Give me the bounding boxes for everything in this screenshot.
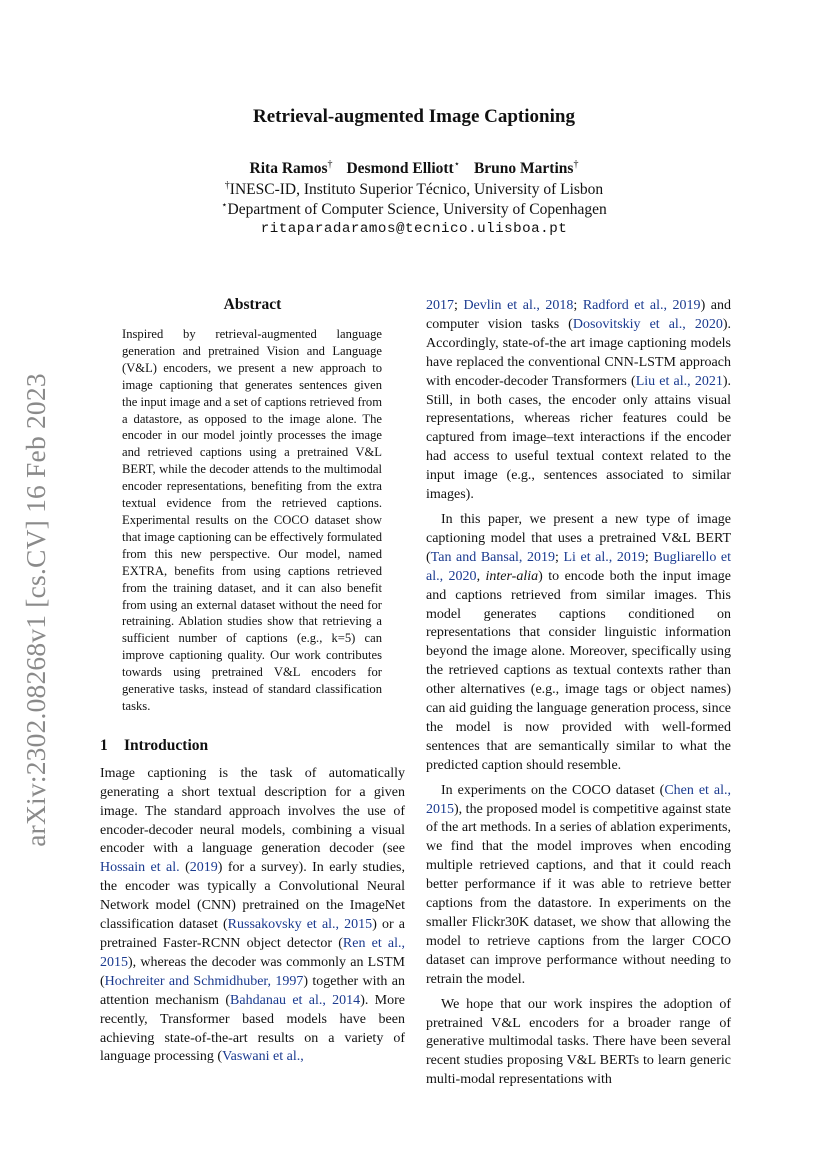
abstract-heading: Abstract [223, 296, 282, 313]
citation-link[interactable]: Ren et al., 2015 [100, 936, 405, 970]
abstract-text [122, 326, 382, 715]
model-name: EXTRA [122, 563, 164, 578]
right-column [426, 297, 731, 1090]
citation-link[interactable]: Russakovsky et al., 2015 [227, 917, 373, 933]
author-list [100, 160, 728, 178]
author-mark: † [327, 158, 333, 170]
citation-link[interactable]: Bugliarello et al., 2020 [426, 549, 732, 584]
author-name: Rita Ramos [249, 160, 328, 177]
left-column [100, 296, 405, 1067]
arxiv-stamp [20, 365, 52, 855]
citation-link[interactable]: 2017 [426, 298, 454, 313]
affiliation-text: Department of Computer Science, University of Copenhagen [227, 201, 607, 218]
citation-link[interactable]: Chen et al., 2015 [426, 782, 731, 817]
arxiv-identifier: arXiv:2302.08268v1 [cs.CV] 16 Feb 2023 [20, 373, 51, 847]
author-name: Desmond Elliott [346, 160, 454, 177]
citation-link[interactable]: Li et al., 2019 [563, 549, 645, 565]
citation-link[interactable]: 2019 [189, 860, 218, 876]
intro-paragraph: In this paper, we present a new type of image captioning model that uses a pretrained V&L BERT (Tan and Bansal, 2019; Li et al., 2019; Bugliarello et al., 2020, inter-alia) to encode both the input image and captions retrieved from similar images. This model generates captions conditioned on representations that consider linguistic information beyond the image alone. Moreover, specifically using the retrieved captions as textual contexts rather than other alternatives (e.g., image tags or object names) can aid guiding the language generation process, since the model is now provided with well-formed sentences that are semantically similar to what the predicted caption should resemble. [426, 511, 732, 773]
intro-paragraph: In experiments on the COCO dataset (Chen et al., 2015), the proposed model is competitive against state of the art methods. In a series of ablation experiments, we find that the model improves when encoding multiple retrieved captions, and that it could reach better performance if it was able to retrieve better captions from the datastore. In experiments on the smaller Flickr30K dataset, we show that allowing the model to retrieve captions from the larger COCO dataset can improve performance without needing to retrain the model. [426, 782, 731, 987]
section-heading [100, 737, 405, 755]
affiliation [100, 181, 728, 199]
abstract-text-before: Inspired by retrieval-augmented language generation and pretrained Vision and Language (V&L) encoders, we present a new approach to image captioning that generates sentences given the input image and a set of captions retrieved from a datastore, as opposed to the image alone. The encoder in our model jointly processes the image and retrieved captions using a pretrained V&L BERT, while the decoder attends to the multimodal encoder representations, benefiting from the extra textual evidence from the retrieved captions. Experimental results on the COCO dataset show that image captioning can be effectively formulated from this new perspective. Our model, named [122, 327, 382, 561]
citation-link[interactable]: Hossain et al. [100, 860, 180, 876]
paper-title: Retrieval-augmented Image Captioning [253, 106, 575, 127]
citation-link[interactable]: Hochreiter and Schmidhuber, 1997 [104, 973, 304, 989]
affiliation-mark: ⋆ [221, 199, 228, 211]
intro-paragraph: Image captioning is the task of automatically generating a short textual description for a given image. The standard approach involves the use of encoder-decoder neural models, combining a visual encoder with a language generation decoder (see Hossain et al. (2019) for a survey). In early studies, the encoder was typically a Convolutional Neural Network model (CNN) pretrained on the ImageNet classification dataset (Russakovsky et al., 2015) or a pretrained Faster-RCNN object detector (Ren et al., 2015), whereas the decoder was commonly an LSTM (Hochreiter and Schmidhuber, 1997) together with an attention mechanism (Bahdanau et al., 2014). More recently, Transformer based models have been achieving state-of-the-art results on a variety of language processing (Vaswani et al., [100, 765, 406, 1065]
affiliation-text: INESC-ID, Instituto Superior Técnico, University of Lisbon [229, 181, 604, 198]
section-title: Introduction [124, 736, 209, 754]
author-email[interactable]: ritaparadaramos@tecnico.ulisboa.pt [260, 221, 568, 237]
affiliation-mark: † [224, 179, 230, 191]
affiliation [100, 201, 728, 219]
citation-link[interactable]: Radford et al., 2019 [582, 298, 701, 313]
citation-link[interactable]: Vaswani et al., [222, 1049, 304, 1065]
author-mark: ⋆ [453, 158, 460, 170]
citation-link[interactable]: Liu et al., 2021 [635, 373, 723, 389]
italic-text: inter-alia [485, 568, 539, 584]
citation-link[interactable]: Tan and Bansal, 2019 [430, 549, 556, 565]
intro-paragraph: We hope that our work inspires the adoption of pretrained V&L encoders for a broader range of generative multimodal tasks. There have been several recent studies proposing V&L BERTs to learn generic multi-modal representations with [426, 996, 731, 1088]
intro-paragraph: 2017; Devlin et al., 2018; Radford et al., 2019) and computer vision tasks (Dosovitskiy et al., 2020). Accordingly, state-of-the art image captioning models have replaced the conventional CNN-LSTM approach with encoder-decoder Transformers (Liu et al., 2021). Still, in both cases, the encoder only attains visual representations, whereas richer features could be captured from image–text interactions if the encoder had access to useful textual context related to the input image (e.g., sentences associated to similar images). [426, 298, 732, 503]
abstract-text-after: , benefits from using captions retrieved from the training dataset, and it can also benefit from using an external dataset without the need for retraining. Ablation studies show that retrieving a sufficient number of captions (e.g., k=5) can improve captioning quality. Our work contributes towards using pretrained V&L encoders for generative tasks, instead of standard classification tasks. [122, 563, 382, 713]
author-name: Bruno Martins [473, 160, 574, 177]
section-number: 1 [100, 736, 108, 754]
author-mark: † [573, 158, 579, 170]
citation-link[interactable]: Bahdanau et al., 2014 [230, 992, 361, 1008]
citation-link[interactable]: Devlin et al., 2018 [463, 298, 574, 313]
citation-link[interactable]: Dosovitskiy et al., 2020 [572, 316, 723, 332]
